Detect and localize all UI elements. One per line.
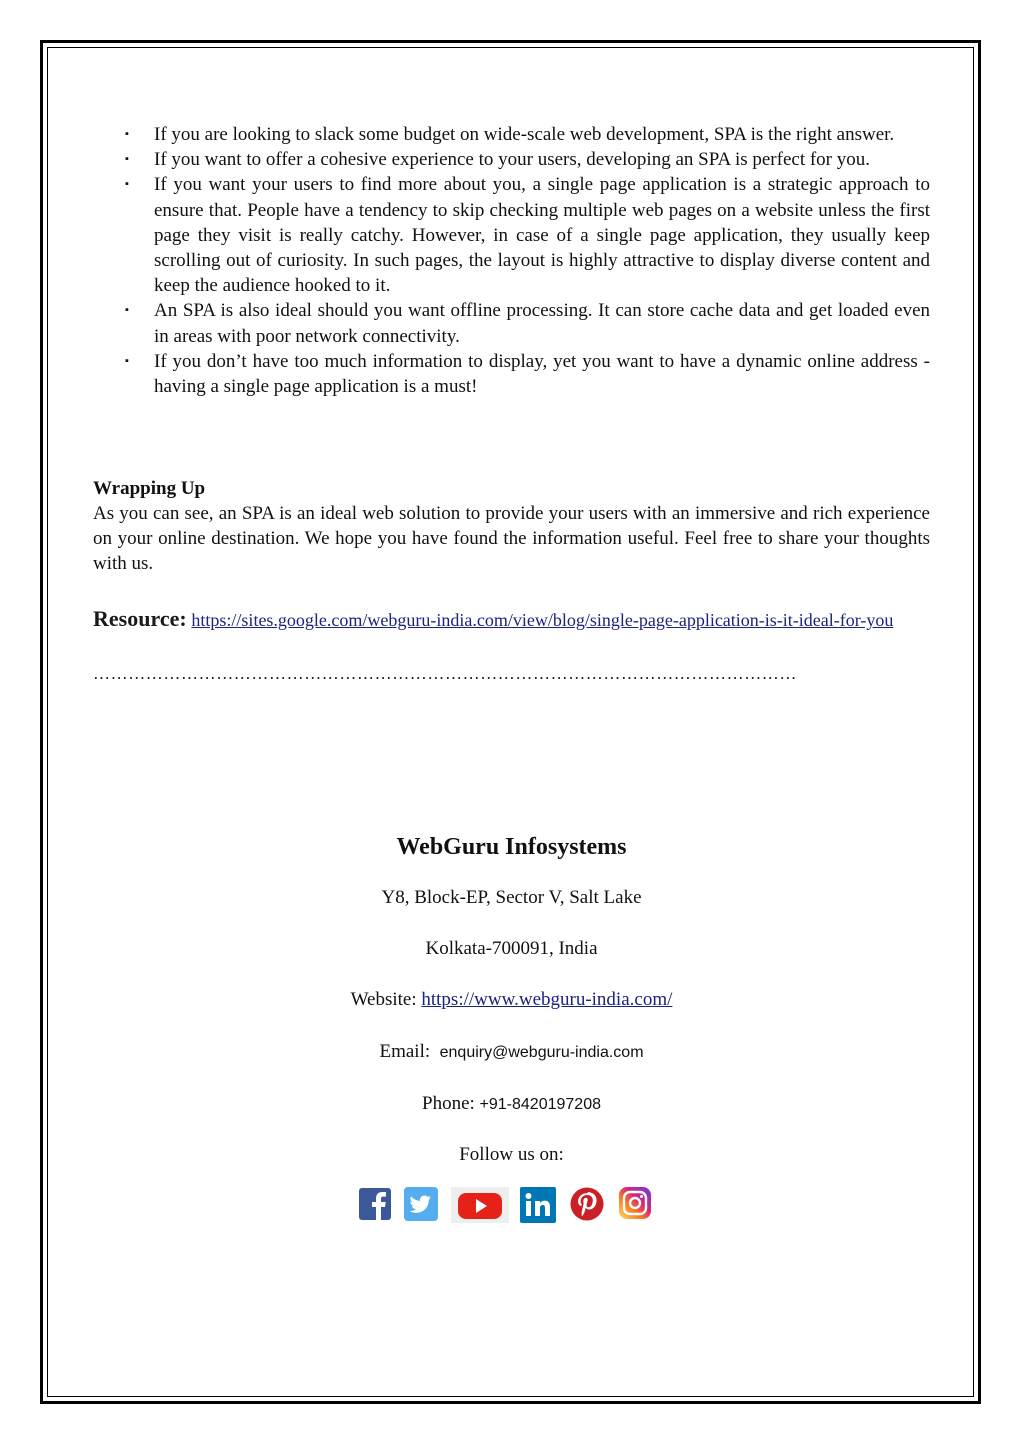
facebook-icon[interactable]: [359, 1187, 391, 1221]
list-item: [93, 122, 930, 147]
bullet-text: If you want your users to find more about you, a single page application is a strategic approach to ensure that. People have a tendency to skip checking multiple web pages on a website unless the first page they visit is really catchy. However, in case of a single page application, they usually keep scrolling out of curiosity. In such pages, the layout is highly attractive to display diverse content and keep the audience hooked to it.: [154, 174, 930, 297]
website-line: [0, 989, 1023, 1011]
list-item: [93, 147, 930, 172]
bullet-list: [93, 122, 930, 399]
bullet-text: If you are looking to slack some budget on wide-scale web development, SPA is the right answer.: [154, 124, 895, 145]
resource-line: [93, 604, 930, 636]
resource-link[interactable]: https://sites.google.com/webguru-india.com/view/blog/single-page-application-is-it-ideal-for-you: [191, 610, 894, 630]
phone-value: +91-8420197208: [479, 1096, 601, 1113]
instagram-icon[interactable]: [619, 1187, 651, 1219]
pinterest-icon[interactable]: [570, 1187, 604, 1221]
email-line: [0, 1041, 1023, 1063]
website-label: Website:: [350, 989, 417, 1010]
bullet-mark: ▪: [125, 178, 129, 191]
website-link[interactable]: https://www.webguru-india.com/: [421, 989, 673, 1010]
resource-label: Resource:: [93, 606, 187, 631]
bullet-mark: ▪: [125, 128, 129, 140]
twitter-icon[interactable]: [404, 1187, 438, 1221]
email-label: Email:: [379, 1041, 431, 1062]
follow-us-label: Follow us on:: [459, 1144, 564, 1165]
list-item: [93, 349, 930, 399]
list-item: [93, 172, 930, 298]
bullet-text: An SPA is also ideal should you want offline processing. It can store cache data and get loaded even in areas with poor network connectivity.: [154, 300, 930, 347]
dotted-separator: …………………………………………………………………………………………………………: [93, 664, 797, 683]
email-value[interactable]: enquiry@webguru-india.com: [439, 1044, 644, 1061]
bullet-mark: ▪: [125, 354, 129, 367]
company-name: WebGuru Infosystems: [396, 834, 627, 860]
phone-line: [0, 1093, 1023, 1115]
bullet-mark: ▪: [125, 153, 129, 166]
linkedin-icon[interactable]: [520, 1187, 556, 1223]
address-line-1: Y8, Block-EP, Sector V, Salt Lake: [381, 887, 642, 908]
bullet-text: If you want to offer a cohesive experience to your users, developing an SPA is perfect for you.: [154, 149, 870, 171]
list-item: [93, 298, 930, 348]
bullet-mark: ▪: [125, 304, 129, 317]
wrapping-up-body: As you can see, an SPA is an ideal web solution to provide your users with an immersive and rich experience on your online destination. We hope you have found the information useful. Feel free to share your thoughts with us.: [93, 503, 930, 575]
wrapping-up-heading: Wrapping Up: [93, 478, 206, 499]
phone-label: Phone:: [422, 1093, 475, 1114]
bullet-text: If you don’t have too much information to display, yet you want to have a dynamic online address - having a single page application is a must!: [154, 350, 930, 398]
youtube-icon[interactable]: [451, 1187, 509, 1223]
address-line-2: Kolkata-700091, India: [425, 938, 598, 959]
